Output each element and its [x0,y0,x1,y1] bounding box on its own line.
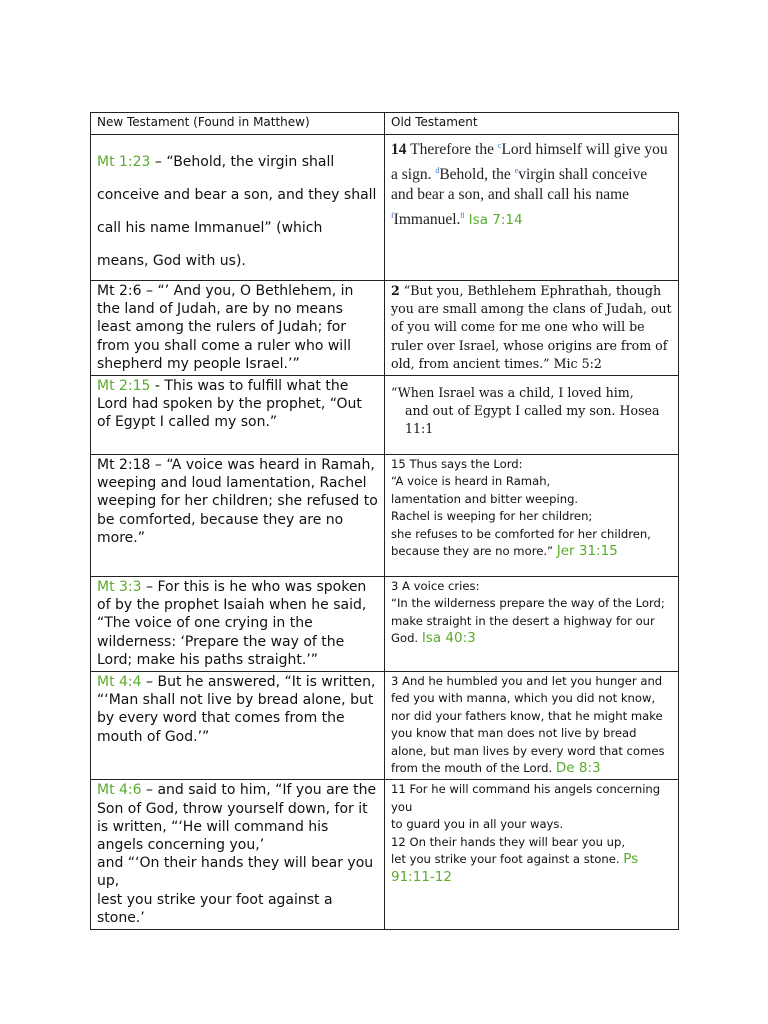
ot-line: let you strike your foot against a stone. [391,852,624,867]
ot-line: she refuses to be comforted for her children, [391,526,651,541]
ot-text: “But you, Bethlehem Ephrathah, though you are small among the clans of Judah, out of you will come for me one who will be ruler over Israel, whose origins are from of old, from ancient times.” Mic 5:2 [391,283,672,371]
ot-cell [385,135,679,281]
ot-line: Rachel is weeping for her children; [391,509,593,524]
nt-cell [91,780,385,930]
header-new-testament: New Testament (Found in Matthew) [91,113,385,135]
footnote-marker[interactable]: 8 [460,210,465,220]
nt-reference: Mt 2:15 [97,378,151,395]
ot-cell [385,455,679,577]
ot-cell [385,672,679,780]
ot-line: “When Israel was a child, I loved him, [391,385,634,401]
nt-cell [91,672,385,780]
ot-text: Therefore the [406,141,498,159]
ot-line: “In the wilderness prepare the way of the Lord; [391,596,665,611]
nt-reference: Mt 3:3 [97,579,142,596]
table-row [91,376,679,455]
ot-cell [385,281,679,376]
comparison-table [90,112,679,930]
table-row [91,780,679,930]
ot-line: 11 For he will command his angels concerning you [391,782,661,814]
table-row [91,577,679,672]
nt-reference: Mt 2:6 [97,283,142,299]
ot-verse-number: 2 [391,283,400,298]
ot-line: 12 On their hands they will bear you up, [391,834,626,849]
footnote-marker[interactable]: e [514,165,519,175]
ot-reference: Isa 40:3 [421,630,476,647]
ot-text: Lord himself will give you a sign. [391,141,668,183]
nt-cell [91,135,385,281]
ot-cell [385,376,679,455]
ot-text: 3 And he humbled you and let you hunger and fed you with manna, which you did not know, nor did your fathers know, that he might make you know that man does not live by bread alone, but man lives by every word that comes from the mouth of the Lord. [391,674,665,776]
ot-line: because they are no more.” [391,544,557,559]
ot-line: 3 A voice cries: [391,579,480,594]
ot-reference: Jer 31:15 [556,543,618,560]
nt-text: Mt 2:18 – “A voice was heard in Ramah, weeping and loud lamentation, Rachel weeping for her children; she refused to be comforted, because they are no more.” [97,457,378,546]
nt-cell [91,455,385,577]
nt-text: – and said to him, “If you are the Son of God, throw yourself down, for it is written, “‘He will command his angels concerning you,’ [97,782,377,854]
ot-text: Behold, the [439,165,515,183]
ot-text: Immanuel. [393,210,461,228]
ot-reference: Ps 91:11-12 [391,851,639,885]
ot-line: “A voice is heard in Ramah, [391,474,551,489]
ot-cell [385,577,679,672]
header-old-testament: Old Testament [385,113,679,135]
table-row [91,455,679,577]
nt-reference: Mt 1:23 [97,154,151,170]
ot-line: lamentation and bitter weeping. [391,491,579,506]
footnote-marker[interactable]: f [391,210,394,220]
footnote-marker[interactable]: d [435,165,440,175]
table-row [91,281,679,376]
ot-cell [385,780,679,930]
ot-reference: Isa 7:14 [464,211,523,228]
ot-text: virgin shall conceive and bear a son, and shall call his name [391,165,648,204]
nt-line: lest you strike your foot against a stone.’ [97,891,333,926]
table-row [91,672,679,780]
header-row [91,113,679,135]
nt-text: – “Behold, the virgin shall conceive and bear a son, and they shall call his name Immanuel” (which means, God with us). [97,154,377,269]
nt-text: - This was to fulfill what the Lord had spoken by the prophet, “Out of Egypt I called my son.” [97,378,362,431]
table-row [91,135,679,281]
ot-line: and out of Egypt I called my son. Hosea 11:1 [405,403,660,437]
nt-text: – For this is he who was spoken of by the prophet Isaiah when he said, “The voice of one crying in the wilderness: ‘Prepare the way of the Lord; make his paths straight.’” [97,579,367,668]
nt-cell [91,281,385,376]
footnote-marker[interactable]: c [497,141,502,150]
nt-text: – “’ And you, O Bethlehem, in the land of Judah, are by no means least among the rulers of Judah; for from you shall come a ruler who will shepherd my people Israel.’” [97,283,354,372]
ot-line: to guard you in all your ways. [391,817,564,832]
ot-line: 15 Thus says the Lord: [391,457,523,472]
nt-reference: Mt 4:6 [97,782,142,799]
ot-line: make straight in the desert a highway for our God. [391,613,655,646]
nt-cell [91,376,385,455]
nt-reference: Mt 4:4 [97,674,142,691]
nt-line: and “‘On their hands they will bear you up, [97,855,374,890]
nt-cell [91,577,385,672]
ot-verse-number: 14 [391,141,407,159]
nt-text: – But he answered, “It is written, “‘Man shall not live by bread alone, but by every word that comes from the mouth of God.’” [97,674,376,745]
ot-reference: De 8:3 [555,760,601,777]
